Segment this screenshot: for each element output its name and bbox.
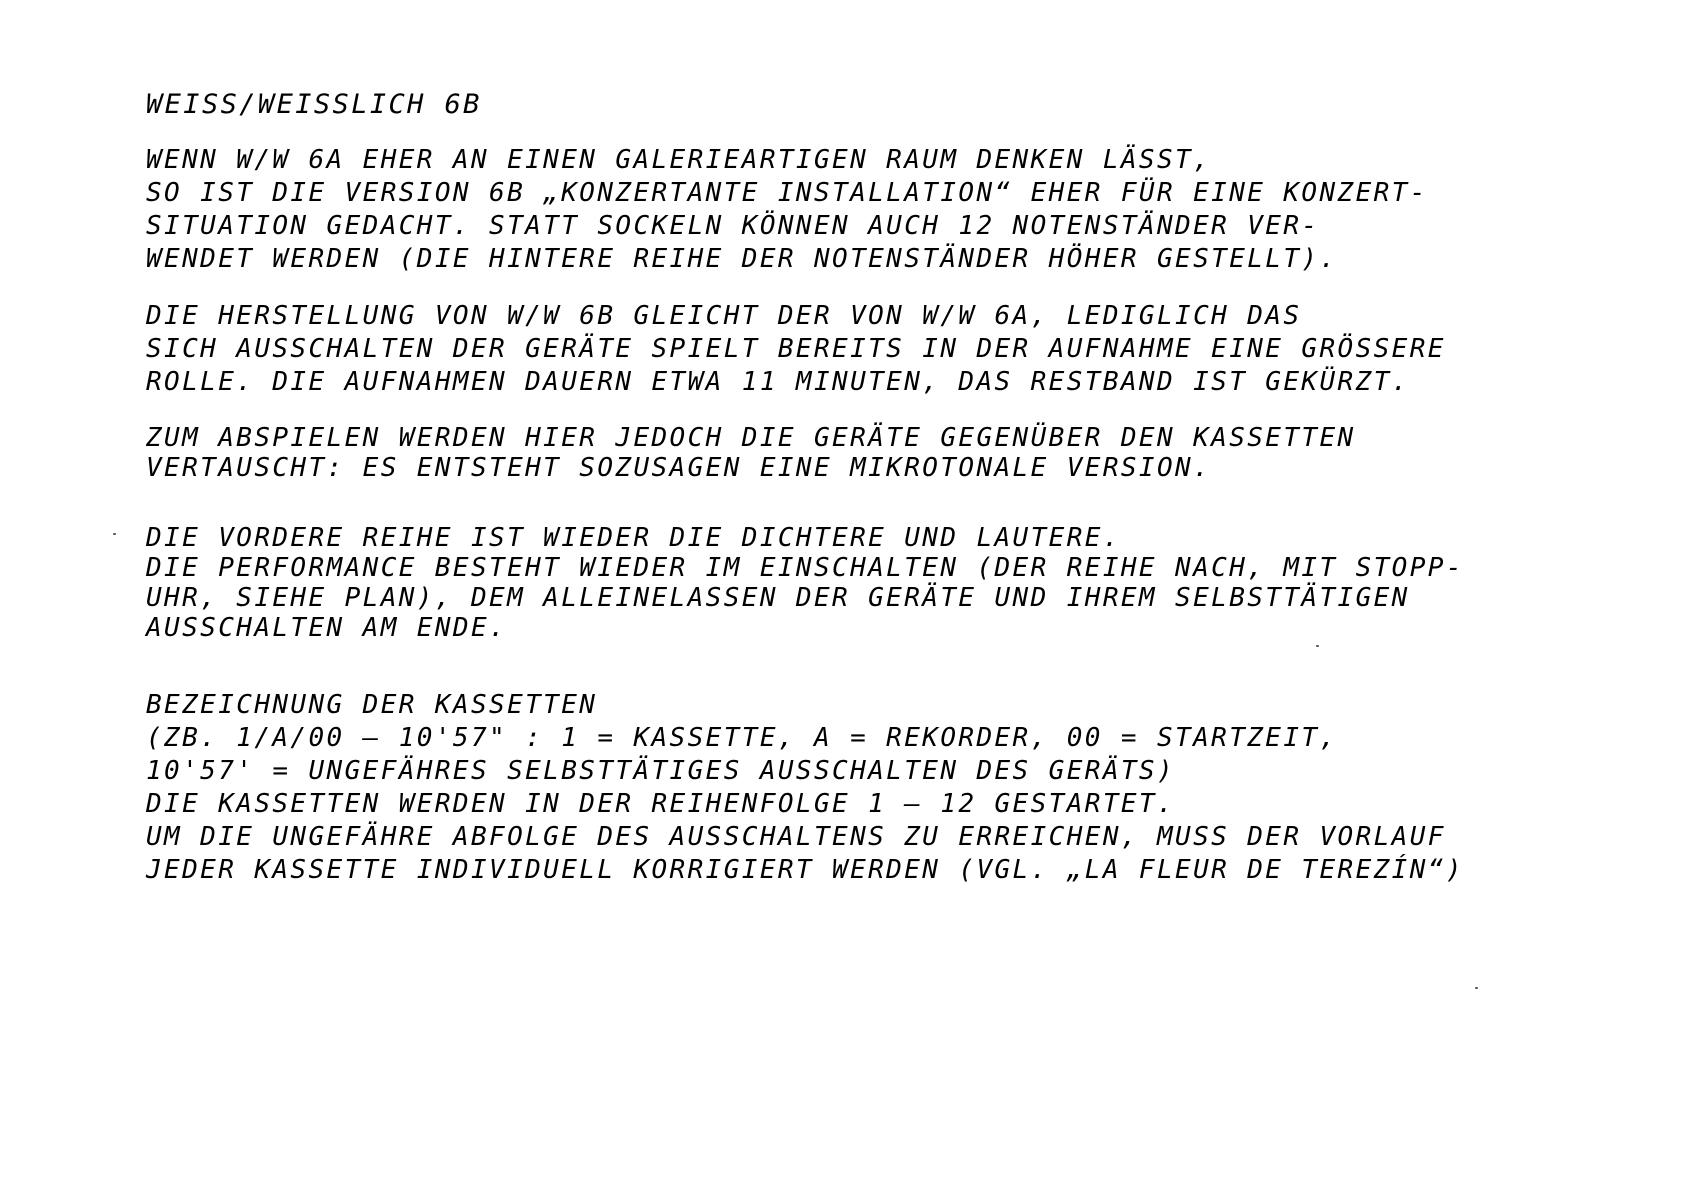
text-line: BEZEICHNUNG DER KASSETTEN bbox=[146, 690, 598, 720]
text-line: SITUATION GEDACHT. STATT SOCKELN KÖNNEN AUCH 12 NOTENSTÄNDER VER- bbox=[146, 211, 1320, 241]
scan-speck bbox=[1475, 987, 1478, 989]
text-line: 10'57' = UNGEFÄHRES SELBSTTÄTIGES AUSSCHALTEN DES GERÄTS) bbox=[146, 756, 1176, 786]
paragraph-abspielen bbox=[146, 423, 1616, 483]
text-line: WENDET WERDEN (DIE HINTERE REIHE DER NOTENSTÄNDER HÖHER GESTELLT). bbox=[146, 244, 1338, 274]
text-line: WENN W/W 6A EHER AN EINEN GALERIEARTIGEN RAUM DENKEN LÄSST, bbox=[146, 145, 1212, 175]
note-title: WEISS/WEISSLICH 6B bbox=[146, 89, 482, 120]
text-line: SO IST DIE VERSION 6B „KONZERTANTE INSTALLATION“ EHER FÜR EINE KONZERT- bbox=[146, 178, 1428, 208]
paragraph-kassetten bbox=[146, 689, 1616, 887]
text-line: DIE HERSTELLUNG VON W/W 6B GLEICHT DER VON W/W 6A, LEDIGLICH DAS bbox=[146, 301, 1302, 331]
text-line: ROLLE. DIE AUFNAHMEN DAUERN ETWA 11 MINUTEN, DAS RESTBAND IST GEKÜRZT. bbox=[146, 367, 1410, 397]
text-line: SICH AUSSCHALTEN DER GERÄTE SPIELT BEREITS IN DER AUFNAHME EINE GRÖSSERE bbox=[146, 334, 1446, 364]
text-line: UHR, SIEHE PLAN), DEM ALLEINELASSEN DER GERÄTE UND IHREM SELBSTTÄTIGEN bbox=[146, 583, 1410, 613]
text-line: JEDER KASSETTE INDIVIDUELL KORRIGIERT WERDEN (VGL. „LA FLEUR DE TEREZÍN“) bbox=[146, 855, 1464, 885]
text-line: VERTAUSCHT: ES ENTSTEHT SOZUSAGEN EINE MIKROTONALE VERSION. bbox=[146, 453, 1212, 483]
paragraph-herstellung bbox=[146, 300, 1616, 399]
scan-speck bbox=[1316, 645, 1319, 647]
text-line: UM DIE UNGEFÄHRE ABFOLGE DES AUSSCHALTENS ZU ERREICHEN, MUSS DER VORLAUF bbox=[146, 822, 1446, 852]
text-line: AUSSCHALTEN AM ENDE. bbox=[146, 613, 508, 643]
text-line: DIE KASSETTEN WERDEN IN DER REIHENFOLGE 1 – 12 GESTARTET. bbox=[146, 789, 1176, 819]
text-line: DIE VORDERE REIHE IST WIEDER DIE DICHTERE UND LAUTERE. bbox=[146, 523, 1121, 553]
text-line: DIE PERFORMANCE BESTEHT WIEDER IM EINSCHALTEN (DER REIHE NACH, MIT STOPP- bbox=[146, 553, 1464, 583]
paragraph-performance bbox=[146, 523, 1616, 643]
text-line: ZUM ABSPIELEN WERDEN HIER JEDOCH DIE GERÄTE GEGENÜBER DEN KASSETTEN bbox=[146, 423, 1356, 453]
handwritten-note bbox=[146, 88, 1616, 911]
scan-speck bbox=[113, 533, 116, 535]
text-line: (ZB. 1/A/00 – 10'57" : 1 = KASSETTE, A = REKORDER, 00 = STARTZEIT, bbox=[146, 723, 1338, 753]
paragraph-version-6b bbox=[146, 144, 1616, 276]
